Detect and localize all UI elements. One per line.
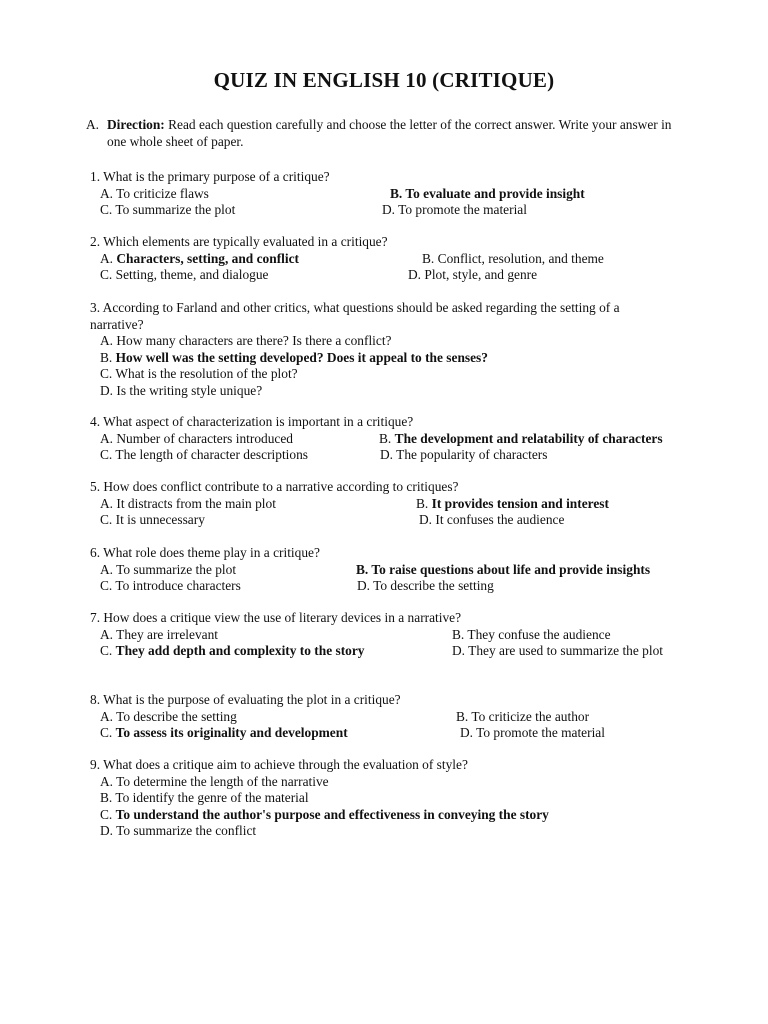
option-letter: D. [100, 823, 114, 839]
option-text: What is the resolution of the plot? [115, 366, 298, 382]
option-letter: A. [100, 185, 114, 201]
option-letter: C. [100, 512, 113, 528]
option-row [90, 725, 690, 742]
option-b[interactable] [452, 627, 611, 644]
option-row [90, 447, 690, 464]
option-c-correct[interactable] [100, 725, 348, 742]
option-d[interactable] [90, 383, 690, 400]
option-letter: D. [357, 578, 371, 594]
option-d[interactable] [382, 202, 527, 219]
option-a[interactable] [100, 562, 236, 579]
option-d[interactable] [357, 578, 494, 595]
option-letter: C. [100, 202, 113, 218]
option-c[interactable] [100, 202, 235, 219]
option-text: To describe the setting [373, 578, 494, 594]
page-title: QUIZ IN ENGLISH 10 (CRITIQUE) [213, 68, 555, 92]
direction-label: Direction: [107, 117, 165, 132]
option-letter: B. [379, 430, 392, 446]
option-letter: A. [100, 430, 114, 446]
question-5 [90, 479, 690, 529]
option-a[interactable] [90, 774, 690, 791]
option-row [90, 562, 690, 579]
option-c[interactable] [100, 447, 308, 464]
option-text: It is unnecessary [115, 512, 205, 528]
option-d[interactable] [452, 643, 663, 660]
option-row [90, 186, 690, 203]
option-letter: B. [422, 250, 435, 266]
option-b-correct[interactable] [356, 562, 650, 579]
option-row [90, 202, 690, 219]
option-letter: C. [100, 806, 113, 822]
option-text: Conflict, resolution, and theme [437, 250, 604, 266]
option-text: To raise questions about life and provide insights [371, 561, 651, 577]
option-letter: D. [419, 512, 433, 528]
option-text: To promote the material [398, 202, 527, 218]
option-text: To identify the genre of the material [115, 790, 309, 806]
question-stem: 4. What aspect of characterization is important in a critique? [90, 414, 414, 429]
question-stem: 6. What role does theme play in a critique? [90, 545, 320, 560]
question-stem-line-2: narrative? [90, 316, 144, 332]
direction-body [107, 116, 687, 150]
option-row [90, 627, 690, 644]
option-letter: A. [100, 626, 114, 642]
option-letter: C. [100, 725, 113, 741]
option-c[interactable] [100, 578, 241, 595]
option-d[interactable] [90, 823, 690, 840]
option-row [90, 643, 690, 660]
option-b-correct[interactable] [416, 496, 609, 513]
question-2 [90, 234, 690, 284]
option-row [90, 578, 690, 595]
option-letter: C. [100, 643, 113, 659]
option-text: Number of characters introduced [116, 430, 293, 446]
option-letter: C. [100, 366, 113, 382]
option-letter: B. [100, 349, 113, 365]
option-text: To criticize the author [471, 708, 590, 724]
option-text: How well was the setting developed? Does it appeal to the senses? [115, 349, 488, 365]
option-b[interactable] [90, 790, 690, 807]
option-letter: A. [100, 708, 114, 724]
question-stem: 1. What is the primary purpose of a critique? [90, 169, 330, 184]
direction-text: Read each question carefully and choose the letter of the correct answer. Write your answer in one whole sheet of paper. [107, 117, 672, 149]
option-a[interactable] [100, 627, 218, 644]
question-stem: 8. What is the purpose of evaluating the plot in a critique? [90, 692, 401, 707]
option-a[interactable] [90, 333, 690, 350]
option-b[interactable] [422, 251, 604, 268]
option-text: To summarize the plot [115, 202, 236, 218]
option-a[interactable] [100, 709, 237, 726]
option-row [90, 251, 690, 268]
option-letter: D. [408, 267, 422, 283]
option-text: They confuse the audience [467, 626, 611, 642]
option-d[interactable] [408, 267, 537, 284]
option-text: They are used to summarize the plot [468, 643, 663, 659]
question-stem: 2. Which elements are typically evaluated in a critique? [90, 234, 388, 249]
option-text: It distracts from the main plot [116, 495, 276, 511]
option-letter: D. [460, 725, 474, 741]
option-text: To summarize the conflict [116, 823, 257, 839]
option-text: The development and relatability of characters [394, 430, 663, 446]
option-text: To summarize the plot [116, 561, 237, 577]
option-letter: A. [100, 333, 114, 349]
option-c-correct[interactable] [100, 643, 365, 660]
option-a-correct[interactable] [100, 251, 299, 268]
option-text: The length of character descriptions [115, 447, 308, 463]
option-text: To evaluate and provide insight [405, 185, 585, 201]
option-text: Setting, theme, and dialogue [115, 267, 269, 283]
option-letter: D. [382, 202, 396, 218]
option-c[interactable] [90, 366, 690, 383]
direction-letter: A. [86, 117, 100, 132]
option-text: To criticize flaws [116, 185, 209, 201]
option-d[interactable] [460, 725, 605, 742]
option-letter: D. [452, 643, 466, 659]
option-letter: A. [100, 495, 114, 511]
question-1 [90, 169, 690, 219]
option-text: To assess its originality and development [115, 725, 348, 741]
option-d[interactable] [380, 447, 547, 464]
option-a[interactable] [100, 431, 293, 448]
option-text: Is the writing style unique? [116, 382, 263, 398]
option-b-correct[interactable] [90, 350, 690, 367]
option-c[interactable] [100, 512, 205, 529]
option-text: To understand the author's purpose and effectiveness in conveying the story [115, 806, 549, 822]
option-text: To introduce characters [115, 578, 241, 594]
option-b-correct[interactable] [379, 431, 663, 448]
option-a[interactable] [100, 496, 276, 513]
option-letter: A. [100, 773, 114, 789]
option-b-correct[interactable] [390, 186, 585, 203]
question-3 [90, 300, 690, 400]
option-letter: B. [416, 495, 429, 511]
question-6 [90, 545, 690, 595]
option-letter: D. [380, 447, 394, 463]
option-letter: C. [100, 267, 113, 283]
option-row [90, 512, 690, 529]
option-text: Characters, setting, and conflict [116, 250, 299, 266]
option-letter: B. [452, 626, 465, 642]
option-letter: D. [100, 382, 114, 398]
question-8 [90, 692, 690, 742]
option-c-correct[interactable] [90, 807, 690, 824]
question-7 [90, 610, 690, 660]
option-letter: B. [456, 708, 469, 724]
option-text: It provides tension and interest [431, 495, 609, 511]
question-stem-line-1: 3. According to Farland and other critics, what questions should be asked regarding the setting of a [90, 300, 620, 315]
option-row [90, 496, 690, 513]
option-text: How many characters are there? Is there a conflict? [116, 333, 392, 349]
option-row [90, 267, 690, 284]
option-letter: C. [100, 578, 113, 594]
question-stem: 7. How does a critique view the use of literary devices in a narrative? [90, 610, 462, 625]
question-stem: 5. How does conflict contribute to a narrative according to critiques? [90, 479, 459, 494]
option-letter: A. [100, 561, 114, 577]
option-letter: A. [100, 250, 114, 266]
option-letter: B. [390, 185, 403, 201]
option-text: The popularity of characters [396, 447, 548, 463]
option-letter: C. [100, 447, 113, 463]
option-row [90, 709, 690, 726]
option-text: It confuses the audience [435, 512, 565, 528]
option-text: Plot, style, and genre [424, 267, 538, 283]
option-c[interactable] [100, 267, 268, 284]
option-text: To determine the length of the narrative [116, 773, 329, 789]
option-b[interactable] [456, 709, 589, 726]
option-d[interactable] [419, 512, 564, 529]
question-9 [90, 757, 690, 840]
option-a[interactable] [100, 186, 209, 203]
option-row [90, 431, 690, 448]
option-letter: B. [100, 790, 113, 806]
option-text: To describe the setting [116, 708, 237, 724]
question-4 [90, 414, 690, 464]
question-stem: 9. What does a critique aim to achieve through the evaluation of style? [90, 757, 468, 772]
option-text: They are irrelevant [116, 626, 218, 642]
option-text: They add depth and complexity to the story [115, 643, 365, 659]
option-text: To promote the material [476, 725, 605, 741]
option-letter: B. [356, 561, 369, 577]
